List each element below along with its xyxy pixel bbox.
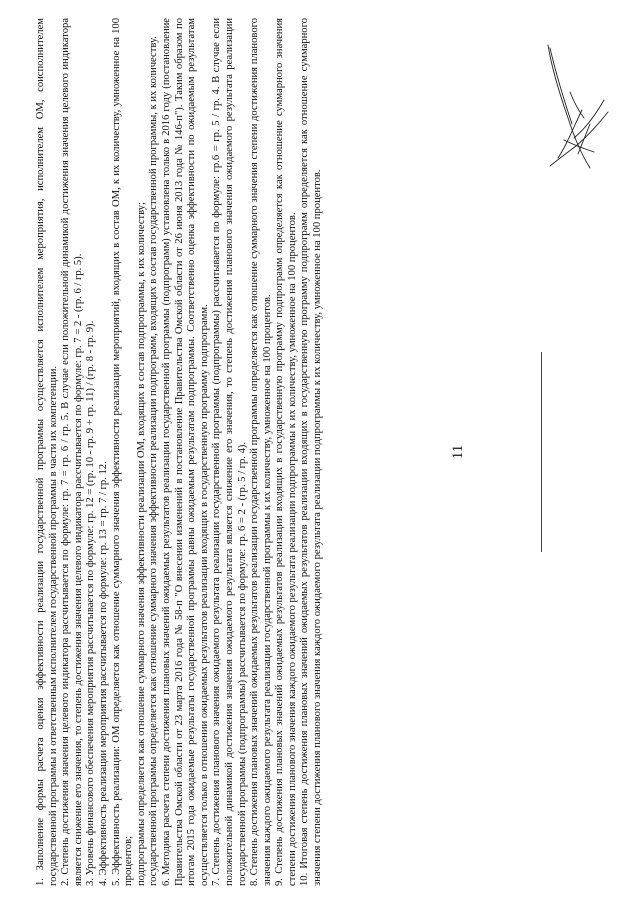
paragraph-10: 10. Итоговая степень достижения плановых значений ожидаемых результатов реализации входящих в государственную программу подпрограмм определяется как отношение суммарного значения степени достижения планового значения каждого ожидаемого результата реализации подпрограммы к их количеству, умноженное на 100 процентов. <box>299 18 324 886</box>
page-number: 11 <box>450 444 466 460</box>
paragraph-1: 1. Заполнение формы расчета оценки эффективности реализации государственной программы осуществляется исполнителем мероприятия, исполнителем ОМ, соисполнителем государственной программы и ответственным исполнителем государственной программы в части их компетенции. <box>35 18 59 886</box>
footnote-divider <box>541 352 542 552</box>
paragraph-9: 9. Степень достижения плановых значений ожидаемых результатов реализации входящих в государственную программу подпрограмм определяется как отношение суммарного значения степени достижения планового значения каждого ожидаемого результата реализации подпрограммы к их количеству, умноженное на 100 процентов. <box>274 18 298 886</box>
paragraph-5: 5. Эффективность реализации: ОМ определяется как отношение суммарного значения эффективности реализации мероприятий, входящих в состав ОМ, к их количеству, умноженное на 100 процентов; <box>110 18 135 886</box>
paragraph-5-subprogram: подпрограммы определяется как отношение суммарного значения эффективности реализации ОМ, входящих в состав подпрограммы, к их количеству; <box>135 202 147 886</box>
paragraph-3: 3. Уровень финансового обеспечения мероприятия рассчитывается по формуле: гр. 12 = (гр. 10 - гр. 9 + гр. 11) / (гр. 8 - гр. 9). <box>85 320 97 886</box>
paragraph-4: 4. Эффективность реализации мероприятия рассчитывается по формуле: гр. 13 = гр. 7 / гр. 12. <box>97 461 109 886</box>
handwritten-signature <box>520 40 615 180</box>
paragraph-7: 7. Степень достижения планового значения ожидаемого результата реализации государственной программы (подпрограммы) рассчитывается по формуле: гр.6 = гр. 5 / гр. 4. В случае если положительной динамикой достижения значения ожидаемого результата является снижение его значения, то степень достижения планового значения ожидаемого результата реализации государственной программы (подпрограммы) рассчитывается по формуле: гр. 6 = 2 - (гр. 5 / гр. 4). <box>211 18 248 886</box>
paragraph-5-program: государственной программы определяется как отношение суммарного значения эффективности реализации подпрограмм, входящих в состав государственной программы, к их количеству. <box>148 36 160 886</box>
paragraph-6: 6. Методика расчета степени достижения плановых значений ожидаемых результатов реализации государственной программы (подпрограмм) установлена только в 2016 году (постановление Правительства Омской области от 23 марта 2016 года № 58-п "О внесении изменений в постановление Правительства Омской области от 26 июня 2013 года № 146-п"). Таким образом по итогам 2015 года ожидаемые результаты государственной программы равны ожидаемым результатам подпрограммы. Соответственно оценка эффективности по ожидаемым результатам осуществляется только в отношении ожидаемых результатов реализации входящих в государственную программу подпрограмм. <box>160 18 210 886</box>
paragraph-8: 8. Степень достижения плановых значений ожидаемых результатов реализации государственной программы определяется как отношение суммарного значения степени достижения планового значения каждого ожидаемого результата реализации государственной программы к их количеству, умноженное на 100 процентов. <box>249 18 273 886</box>
paragraph-2: 2. Степень достижения значения целевого индикатора рассчитывается по формуле: гр. 7 = гр. 6 / гр. 5. В случае если положительной динамикой достижения значения целевого индикатора является снижение его значения, то степень достижения значения целевого индикатора рассчитывается по формуле: гр. 7 = 2 - (гр. 6 / гр. 5). <box>60 18 84 886</box>
